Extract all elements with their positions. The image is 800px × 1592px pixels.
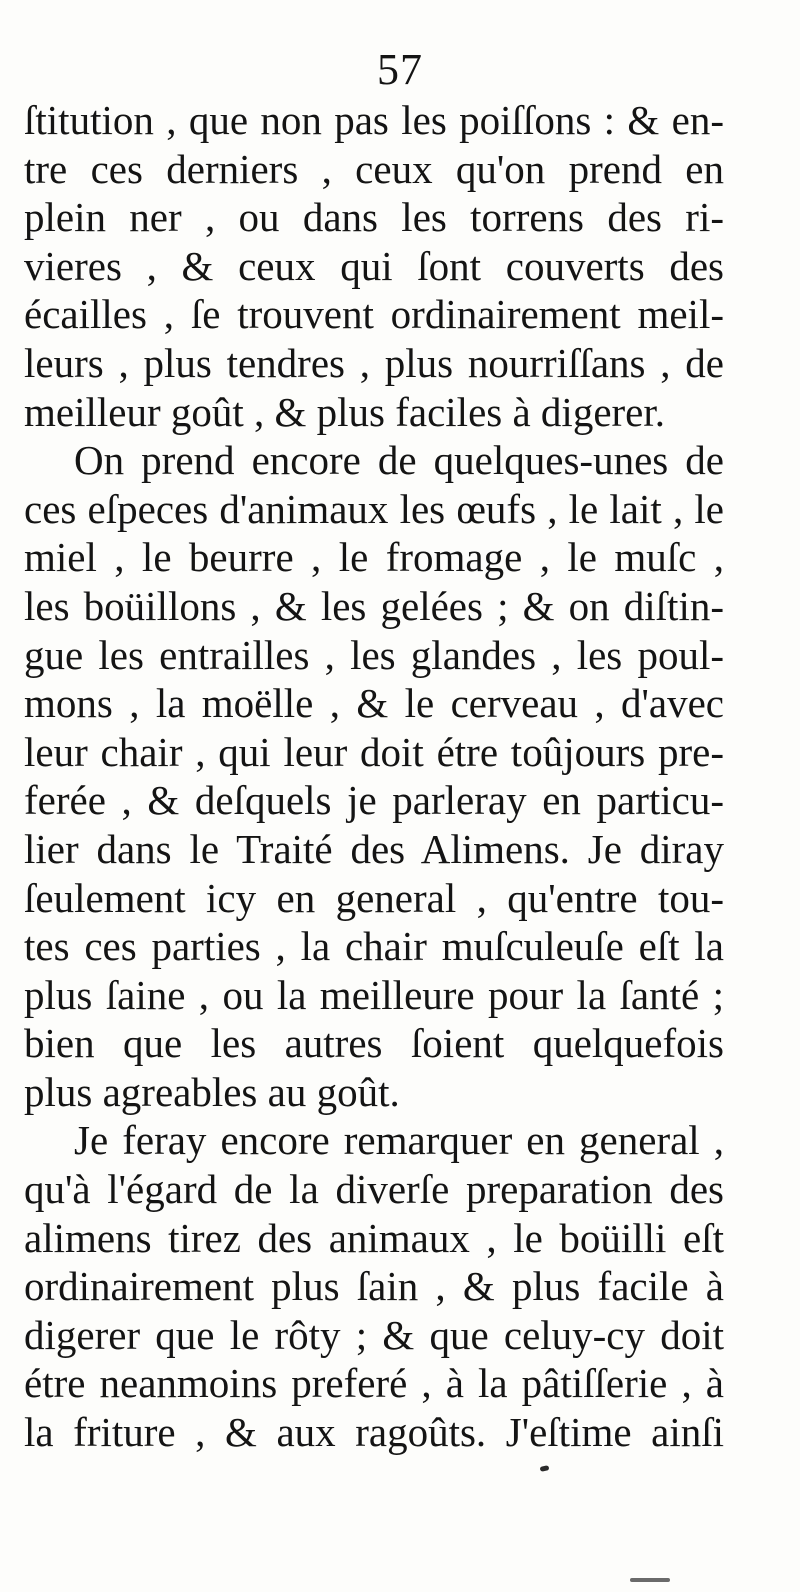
text-line: la friture , & aux ragoûts. J'eſtime ainſi bbox=[24, 1409, 724, 1456]
text-line: tre ces derniers , ceux qu'on prend en bbox=[24, 145, 724, 192]
paragraph-3 bbox=[24, 1116, 724, 1456]
text-line: ferée , & deſquels je parleray en particu- bbox=[24, 777, 724, 824]
text-line: bien que les autres ſoient quelquefois bbox=[24, 1020, 724, 1067]
text-line: meilleur goût , & plus faciles à digerer. bbox=[24, 388, 666, 435]
text-line: On prend encore de quelques-unes de bbox=[74, 437, 724, 484]
text-line: digerer que le rôty ; & que celuy-cy doit bbox=[24, 1311, 724, 1358]
text-line: vieres , & ceux qui ſont couverts des bbox=[24, 242, 724, 289]
paragraph-1 bbox=[24, 96, 724, 436]
page-number: 57 bbox=[377, 45, 423, 94]
text-line: étre neanmoins preferé , à la pâtiſſerie , à bbox=[24, 1360, 724, 1407]
text-line: qu'à l'égard de la diverſe preparation des bbox=[24, 1166, 724, 1213]
ink-smudge bbox=[630, 1578, 670, 1582]
text-line: écailles , ſe trouvent ordinairement meil- bbox=[24, 291, 724, 338]
text-line: plus ſaine , ou la meilleure pour la ſanté ; bbox=[24, 971, 724, 1018]
text-line: tes ces parties , la chair muſculeuſe eſt la bbox=[24, 923, 724, 970]
text-line: ordinairement plus ſain , & plus facile à bbox=[24, 1263, 724, 1310]
text-line: ſeulement icy en general , qu'entre tou- bbox=[24, 874, 724, 921]
text-line: leurs , plus tendres , plus nourriſſans , de bbox=[24, 339, 724, 386]
text-line: ſtitution , que non pas les poiſſons : & en- bbox=[24, 97, 724, 143]
text-line: ces eſpeces d'animaux les œufs , le lait , le bbox=[24, 485, 724, 532]
paragraph-2 bbox=[24, 436, 724, 1116]
text-line: plus agreables au goût. bbox=[24, 1068, 400, 1115]
body-text bbox=[24, 96, 724, 1457]
text-line: alimens tirez des animaux , le boüilli eſt bbox=[24, 1214, 724, 1261]
text-line: lier dans le Traité des Alimens. Je diray bbox=[24, 825, 724, 872]
text-line: mons , la moëlle , & le cerveau , d'avec bbox=[24, 680, 724, 727]
text-line: miel , le beurre , le fromage , le muſc , bbox=[24, 534, 724, 581]
text-line: leur chair , qui leur doit étre toûjours pre- bbox=[24, 728, 724, 775]
text-line: Je feray encore remarquer en general , bbox=[74, 1117, 724, 1164]
text-line: gue les entrailles , les glandes , les poul- bbox=[24, 631, 724, 678]
text-line: plein ner , ou dans les torrens des ri- bbox=[24, 194, 724, 241]
text-line: les boüillons , & les gelées ; & on diſtin- bbox=[24, 582, 724, 629]
ink-speck bbox=[540, 1465, 550, 1472]
